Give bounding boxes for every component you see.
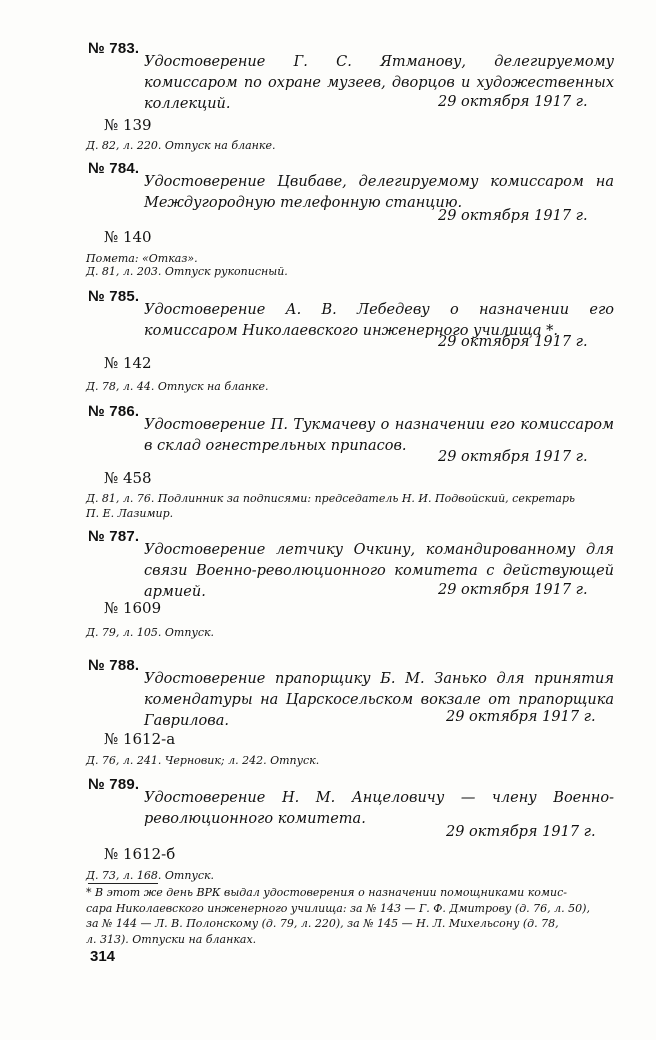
entry-date: 29 октября 1917 г.	[438, 94, 588, 110]
entry-number: № 786.	[88, 403, 140, 420]
entry-title: Удостоверение летчику Очкину, командированному для связи Военно-революционного комитета с действующей армией.	[144, 542, 614, 600]
entry-reg-number: № 458	[104, 469, 152, 487]
page-number: 314	[90, 948, 116, 965]
entry-reg-number: № 142	[104, 354, 152, 372]
entry-title: Удостоверение А. В. Лебедеву о назначении его комиссаром Николаевского инженерного училища *.	[144, 302, 614, 339]
entry-number: № 788.	[88, 657, 140, 674]
entry-date: 29 октября 1917 г.	[438, 334, 588, 350]
entry-number: № 789.	[88, 776, 140, 793]
footnote-line: сара Николаевского инженерного училища: за № 143 — Г. Ф. Дмитрову (д. 76, л. 50),	[86, 901, 590, 915]
entry-source: Д. 73, л. 168. Отпуск.	[86, 869, 215, 882]
entry-date: 29 октября 1917 г.	[438, 208, 588, 224]
entry-reg-number: № 1609	[104, 599, 162, 617]
entry-reg-number: № 140	[104, 228, 152, 246]
entry-source: Д. 78, л. 44. Отпуск на бланке.	[86, 380, 269, 393]
entry-date: 29 октября 1917 г.	[438, 449, 588, 465]
entry-title: Удостоверение Цвибаве, делегируемому комиссаром на Междугородную телефонную станцию.	[144, 174, 614, 211]
entry-title: Удостоверение прапорщику Б. М. Занько для принятия комендатуры на Царскосельском вокзале от прапорщика Гаврилова.	[144, 671, 614, 729]
entry-title: Удостоверение П. Тукмачеву о назначении его комиссаром в склад огнестрельных припасов.	[144, 417, 614, 454]
entry-number: № 785.	[88, 288, 140, 305]
entry-title: Удостоверение Г. С. Ятманову, делегируемому комиссаром по охране музеев, дворцов и художественных коллекций.	[144, 54, 614, 112]
entry-date: 29 октября 1917 г.	[446, 824, 596, 840]
entry-number: № 787.	[88, 528, 140, 545]
footnote-line: * В этот же день ВРК выдал удостоверения о назначении помощниками комис-	[86, 886, 567, 899]
entry-source: Д. 76, л. 241. Черновик; л. 242. Отпуск.	[86, 754, 320, 767]
entry-source: Д. 79, л. 105. Отпуск.	[86, 626, 215, 639]
footnote-line: за № 144 — Л. В. Полонскому (д. 79, л. 220), за № 145 — Н. Л. Михельсону (д. 78,	[86, 917, 559, 930]
entry-number: № 783.	[88, 40, 140, 57]
entry-source: Д. 81, л. 203. Отпуск рукописный.	[86, 265, 288, 278]
entry-number: № 784.	[88, 160, 140, 177]
entry-title: Удостоверение Н. М. Анцеловичу — члену Военно-революционного комитета.	[144, 790, 614, 827]
footnote-divider	[88, 883, 158, 884]
entry-reg-number: № 139	[104, 116, 152, 134]
entry-mark: Помета: «Отказ».	[86, 252, 198, 265]
entry-date: 29 октября 1917 г.	[438, 582, 588, 598]
entry-reg-number: № 1612-б	[104, 845, 176, 863]
entry-source-line: Д. 81, л. 76. Подлинник за подписями: председатель Н. И. Подвойский, секретарь	[86, 492, 575, 505]
entry-source-line: П. Е. Лазимир.	[86, 507, 174, 520]
entry-date: 29 октября 1917 г.	[446, 709, 596, 725]
footnote	[86, 885, 626, 947]
entry-reg-number: № 1612-а	[104, 730, 176, 748]
footnote-line: л. 313). Отпуски на бланках.	[86, 932, 257, 946]
entry-source: Д. 82, л. 220. Отпуск на бланке.	[86, 139, 276, 152]
